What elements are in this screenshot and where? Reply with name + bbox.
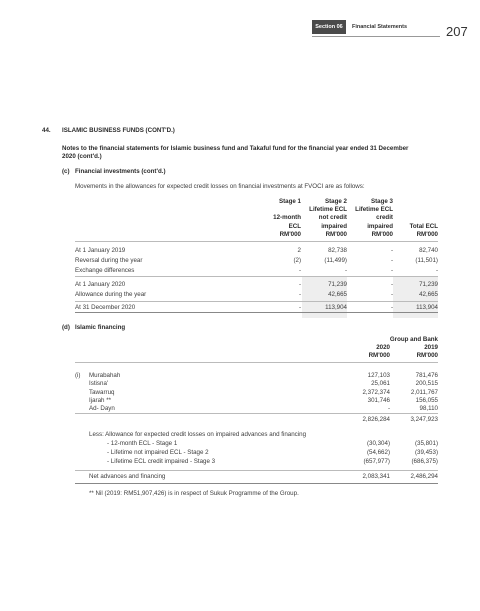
ecl-row-value: - [298, 267, 301, 274]
ecl-row-value: 113,904 [416, 304, 438, 311]
header-title: Financial Statements [352, 24, 408, 30]
col-unit-2020: RM'000 [368, 352, 390, 359]
ecl-row-value: - [390, 267, 393, 274]
net-rule-top [75, 470, 438, 471]
ecl-rule-2 [75, 301, 438, 302]
section-c-label: (c) [62, 168, 70, 175]
col-year-2019: 2019 [424, 344, 438, 351]
allowance-label: - Lifetime ECL credit impaired - Stage 3 [107, 457, 216, 465]
ecl-row-value: 42,665 [328, 291, 347, 298]
section-c-title: Financial investments (cont'd.) [75, 168, 166, 175]
allowance-2019: (35,801) [414, 440, 438, 447]
financing-header-rule [75, 362, 438, 363]
ecl-col-1-header-line-5: RM'000 [279, 230, 301, 238]
net-financing-label: Net advances and financing [89, 473, 166, 480]
ecl-header-rule [75, 241, 438, 242]
note-title: ISLAMIC BUSINESS FUNDS (CONT'D.) [62, 127, 175, 134]
ecl-row-value: - [390, 247, 393, 254]
ecl-col-2-header-line-3: not credit [318, 214, 347, 222]
note-subtitle-line1: Notes to the financial statements for Islamic business fund and Takaful fund for the financial year ended 31 December [62, 145, 409, 152]
financing-item-label: Ijarah ** [89, 396, 112, 404]
ecl-col-3-header-line-3: credit [376, 214, 393, 222]
net-2020: 2,083,341 [362, 473, 390, 480]
allowance-2020: (657,977) [363, 457, 390, 465]
header-rule [312, 36, 440, 37]
ecl-row-value: 71,239 [328, 281, 347, 288]
ecl-col-2-header-line-1: Stage 2 [324, 198, 347, 205]
financing-item-label: Ad- Dayn [89, 405, 115, 413]
ecl-col-4-header-line-4: Total ECL [409, 222, 438, 230]
ecl-row-value: - [298, 304, 301, 311]
ecl-row-value: - [344, 267, 347, 274]
allowance-2019: (39,453) [414, 448, 438, 456]
footnote: ** Nil (2019: RM51,907,426) is in respect of Sukuk Programme of the Group. [89, 490, 299, 497]
note-number: 44. [42, 127, 51, 134]
section-d-title: Islamic financing [75, 324, 126, 331]
ecl-row-value: 42,665 [419, 291, 438, 298]
ecl-rule-1 [75, 276, 438, 277]
financing-item-label: Tawarruq [89, 388, 115, 396]
financing-item-2019: 2,011,767 [410, 388, 438, 396]
financing-item-2019: 200,515 [415, 380, 438, 388]
allowance-2019: (686,375) [411, 457, 438, 465]
ecl-col-2-header-line-5: RM'000 [325, 230, 347, 238]
group-and-bank-header: Group and Bank [389, 336, 438, 343]
ecl-col-3-header-line-2: Lifetime ECL [355, 206, 393, 214]
col-unit-2019: RM'000 [416, 352, 438, 359]
financing-item-2019: 156,055 [415, 396, 438, 404]
ecl-row-value: - [390, 281, 393, 288]
ecl-col-1-header-line-3: 12-month [273, 214, 301, 222]
col-year-2020: 2020 [376, 344, 390, 351]
financing-item-2020: 127,103 [367, 372, 390, 379]
financing-item-2019: 98,110 [419, 405, 438, 413]
financing-item-2019: 781,476 [415, 372, 438, 379]
page-number: 207 [446, 24, 468, 39]
less-allowance-label: Less: Allowance for expected credit losses on impaired advances and financing [89, 431, 307, 438]
ecl-col-4-header-line-5: RM'000 [416, 230, 438, 238]
net-2019: 2,486,294 [410, 473, 438, 480]
financing-item-label: Murabahah [89, 372, 121, 379]
ecl-row-value: 113,904 [325, 304, 347, 311]
financing-item-label: Istisna' [89, 380, 109, 388]
allowance-label: - 12-month ECL - Stage 1 [107, 440, 178, 447]
financing-subtotal-rule [75, 413, 438, 414]
subtotal-2019: 3,247,923 [410, 416, 438, 423]
ecl-row-value: 82,738 [328, 247, 347, 254]
ecl-row-value: 2 [297, 247, 301, 254]
ecl-row-value: (11,499) [324, 257, 347, 264]
item-label-i: (i) [75, 372, 81, 379]
ecl-row-value: - [390, 291, 393, 298]
subtotal-2020: 2,826,284 [362, 416, 390, 423]
allowance-2020: (54,662) [366, 448, 390, 456]
section-c-intro: Movements in the allowances for expected credit losses on financial investments at FVOCI are as follows: [75, 183, 365, 190]
allowance-2020: (30,304) [366, 440, 390, 447]
ecl-row-value: - [298, 281, 301, 288]
ecl-row-value: 71,239 [419, 281, 438, 288]
ecl-col-3-header-line-1: Stage 3 [370, 198, 393, 205]
ecl-row-value: - [435, 267, 438, 274]
ecl-col-3-header-line-5: RM'000 [371, 230, 393, 238]
section-badge: Section 06 [312, 20, 346, 34]
ecl-row-value: - [298, 291, 301, 298]
ecl-row-label: Exchange differences [75, 267, 135, 274]
allowance-label: - Lifetime not impaired ECL - Stage 2 [107, 448, 209, 456]
net-rule-bottom [75, 483, 438, 484]
ecl-row-label: At 1 January 2020 [75, 281, 126, 288]
ecl-row-value: (11,501) [415, 257, 438, 264]
section-d-label: (d) [62, 324, 70, 331]
ecl-col-3-header-line-4: impaired [367, 222, 393, 230]
ecl-rule-3 [75, 312, 438, 313]
financing-item-2020: 2,372,374 [362, 388, 390, 396]
ecl-row-label: Reversal during the year [75, 257, 143, 264]
ecl-col-1-header-line-4: ECL [288, 222, 301, 230]
financing-item-2020: - [387, 405, 390, 413]
ecl-row-value: - [390, 304, 393, 311]
note-subtitle-line2: 2020 (cont'd.) [62, 153, 102, 160]
ecl-row-label: At 1 January 2019 [75, 247, 126, 254]
ecl-row-value: - [390, 257, 393, 264]
ecl-col-2-header-line-4: impaired [321, 222, 347, 230]
ecl-row-value: 82,740 [419, 247, 438, 254]
ecl-col-1-header-line-1: Stage 1 [278, 198, 301, 205]
ecl-row-label: At 31 December 2020 [75, 304, 136, 311]
financing-item-2020: 25,061 [371, 380, 390, 388]
ecl-row-label: Allowance during the year [75, 291, 147, 298]
financing-item-2020: 301,746 [367, 396, 390, 404]
ecl-row-value: (2) [293, 257, 301, 264]
ecl-col-2-header-line-2: Lifetime ECL [309, 206, 347, 214]
